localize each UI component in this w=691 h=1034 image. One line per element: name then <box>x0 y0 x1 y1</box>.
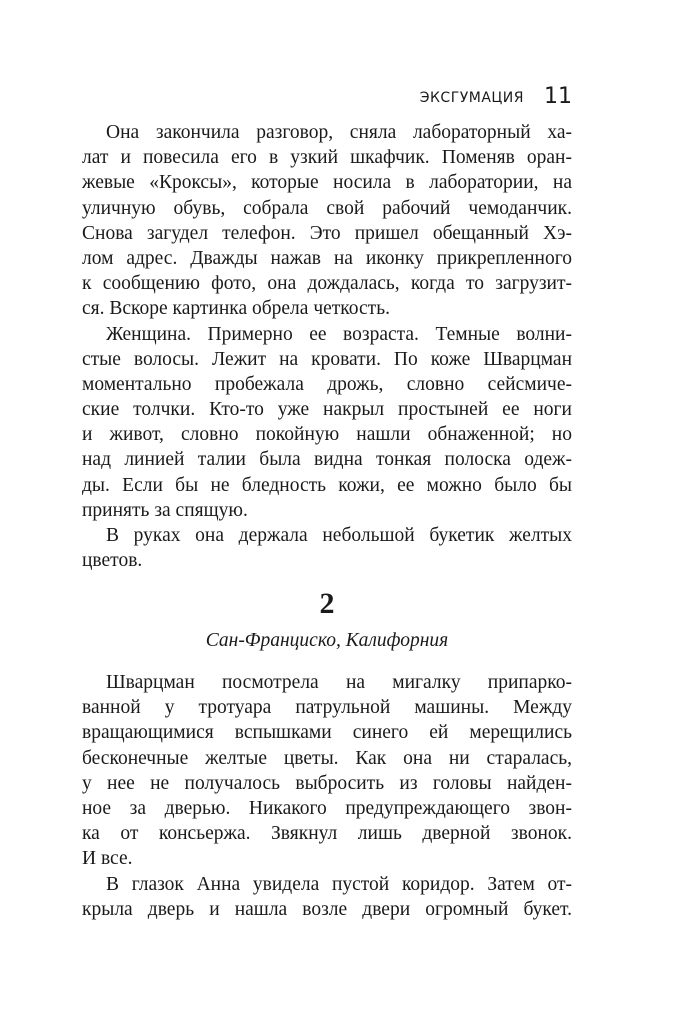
paragraph-line: лат и повесила его в узкий шкафчик. Поменяв оран- <box>82 147 572 169</box>
paragraph-line: у нее не получалось выбросить из головы найден- <box>82 772 572 794</box>
paragraph-line: и живот, словно покойную нашли обнаженной; но <box>82 424 572 446</box>
paragraph-line: Снова загудел телефон. Это пришел обещанный Хэ- <box>82 222 572 244</box>
paragraph-line: Женщина. Примерно ее возраста. Темные волни- <box>106 323 572 345</box>
paragraph-line: жевые «Кроксы», которые носила в лаборатории, на <box>82 172 572 194</box>
paragraph-line: В руках она держала небольшой букетик желтых <box>106 525 572 546</box>
paragraph-line: ка от консьержа. Звякнул лишь дверной звонок. <box>82 823 572 845</box>
paragraph-line: ские толчки. Кто-то уже накрыл простыней ее ноги <box>82 399 572 421</box>
paragraph-line: ся. Вскоре картинка обрела четкость. <box>82 298 390 320</box>
paragraph-line: В глазок Анна увидела пустой коридор. Затем от- <box>106 873 572 895</box>
chapter-number: 2 <box>319 587 335 620</box>
paragraph-line: крыла дверь и нашла возле двери огромный букет. <box>82 898 572 920</box>
paragraph-line: ванной у тротуара патрульной машины. Между <box>82 697 572 719</box>
paragraph-line: И все. <box>82 848 133 870</box>
paragraph-line: бесконечные желтые цветы. Как она ни старалась, <box>82 747 572 769</box>
paragraph-line: уличную обувь, собрала свой рабочий чемоданчик. <box>82 197 572 219</box>
paragraph-line: Она закончила разговор, сняла лабораторный ха- <box>106 122 572 143</box>
running-title: ЭКСГУМАЦИЯ <box>419 90 524 106</box>
paragraph-line: над линией талии была видна тонкая полоска одеж- <box>82 449 572 471</box>
page-number: 11 <box>544 84 572 109</box>
chapter-location: Сан-Франциско, Калифорния <box>205 630 449 651</box>
paragraph-line: Шварцман посмотрела на мигалку припарко- <box>106 672 572 693</box>
paragraph-line: ды. Если бы не бледность кожи, ее можно было бы <box>82 474 572 496</box>
text-section-1 <box>82 120 572 573</box>
paragraph-line: лом адрес. Дважды нажав на иконку прикрепленного <box>82 247 572 269</box>
paragraph-line: моментально пробежала дрожь, словно сейсмиче- <box>82 373 572 395</box>
paragraph-line: цветов. <box>82 550 143 572</box>
text-section-2 <box>82 670 572 922</box>
paragraph-line: к сообщению фото, она дождалась, когда то загрузит- <box>82 273 572 295</box>
paragraph-line: принять за спящую. <box>82 499 248 521</box>
paragraph-line: стые волосы. Лежит на кровати. По коже Шварцман <box>82 348 572 370</box>
paragraph-line: ное за дверью. Никакого предупреждающего звон- <box>82 797 572 819</box>
page-header <box>82 84 572 112</box>
paragraph-line: вращающимися вспышками синего ей мерещились <box>82 722 572 744</box>
